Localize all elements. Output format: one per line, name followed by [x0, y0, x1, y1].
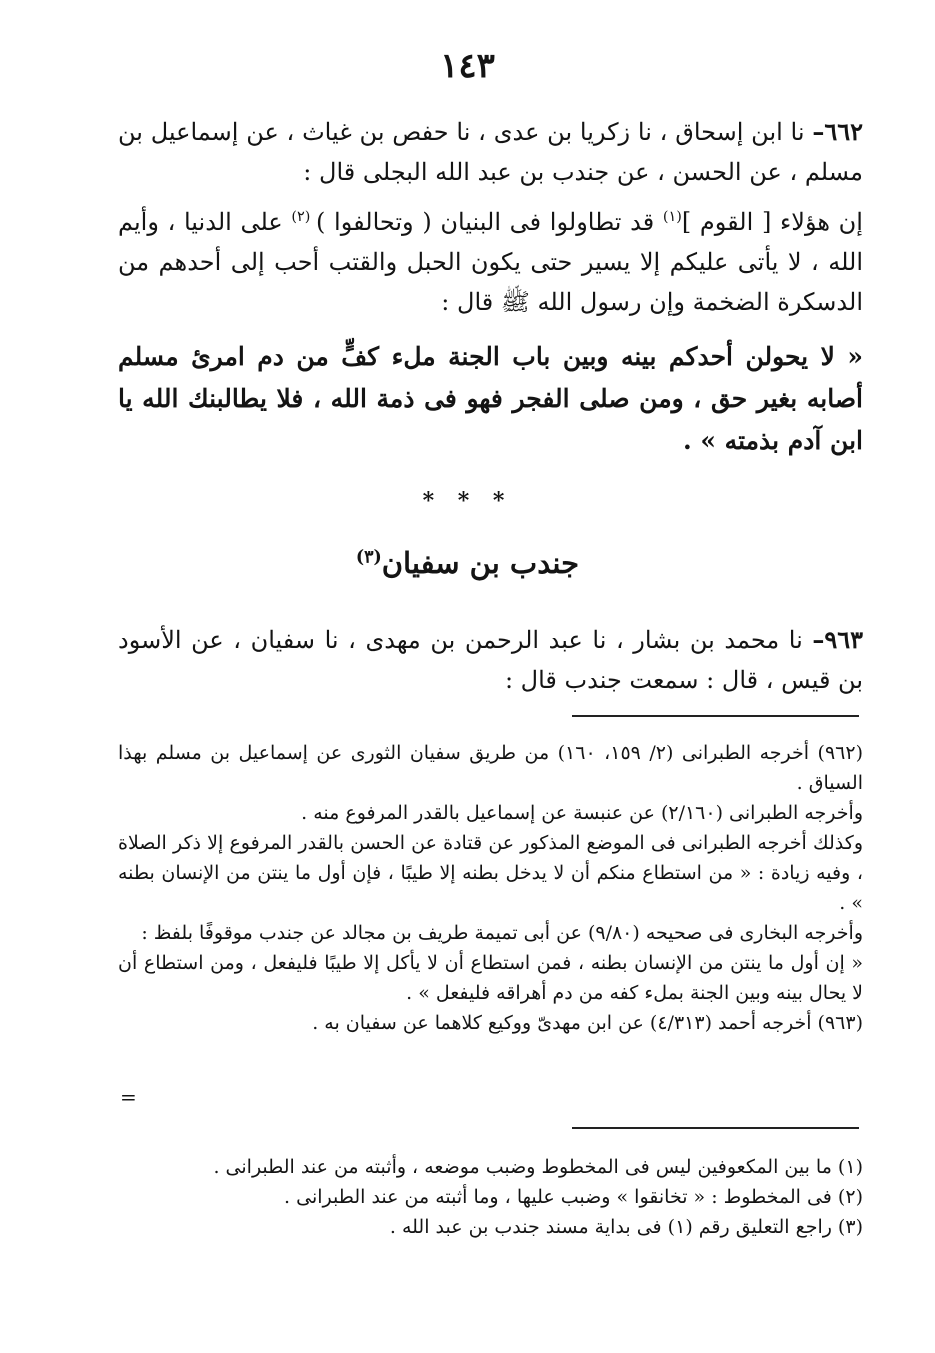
hadith-number: ٩٦٣–: [812, 625, 863, 654]
section-separator: * * *: [422, 488, 513, 514]
section-heading-title: جندب بن سفيان: [381, 546, 580, 580]
hadith-isnad-text: نا ابن إسحاق ، نا زكريا بن عدى ، نا حفص بن غياث ، عن إسماعيل بن مسلم ، عن الحسن ، عن جندب بن عبد الله البجلى قال :: [118, 118, 863, 186]
section-heading: [0, 546, 935, 580]
footnote-ref-1: (١): [662, 209, 682, 225]
hadith-662-narration: [118, 202, 863, 322]
takhrij-line: « إن أول ما ينتن من الإنسان بطنه ، فمن استطاع أن لا يأكل إلا طيبًا فليفعل ، ومن استطاع أن لا يحال بينه وبين الجنة بملء كفه من دم أهراقه فليفعل » .: [118, 952, 863, 1004]
narration-text-b: قد تطاولوا فى البنيان ( وتحالفوا ): [316, 208, 663, 236]
page-number: ١٤٣: [440, 46, 495, 86]
narration-text-c: على الدنيا ، وأيم الله ، لا يأتى عليكم إلا يسير حتى يكون الحبل والقتب أحب إلى أحدهم من الدسكرة الضخمة وإن رسول الله ﷺ قال :: [118, 208, 863, 316]
footnotes: [118, 1152, 863, 1242]
footnote-item: (٣) راجع التعليق رقم (١) فى بداية مسند جندب بن عبد الله .: [389, 1216, 863, 1238]
footnote-ref-3: (٣): [355, 547, 382, 568]
hadith-662-isnad: [118, 112, 863, 192]
narration-text-a: إن هؤلاء [ القوم ]: [681, 208, 863, 236]
hadith-662-quote: « لا يحولن أحدكم بينه وبين باب الجنة ملء كفٍّ من دم امرئ مسلم أصابه بغير حق ، ومن صلى الفجر فهو فى ذمة الله ، فلا يطالبنك الله يا ابن آدم بذمته » .: [118, 342, 863, 455]
footnote-item: (١) ما بين المكعوفين ليس فى المخطوط وضبب موضعه ، وأثبته من عند الطبرانى .: [213, 1156, 863, 1178]
takhrij-line: (٩٦٢) أخرجه الطبرانى (٢/ ١٥٩، ١٦٠) من طريق سفيان الثورى عن إسماعيل بن مسلم بهذا السياق .: [118, 742, 863, 794]
takhrij-line: (٩٦٣) أخرجه أحمد (٤/٣١٣) عن ابن مهدىّ ووكيع كلاهما عن سفيان به .: [312, 1012, 863, 1034]
takhrij-line: وأخرجه البخارى فى صحيحه (٩/٨٠) عن أبى تميمة طريف بن مجالد عن جندب موقوفًا بلفظ :: [141, 922, 863, 944]
footnote-item: (٢) فى المخطوط : « تخانقوا » وضبب عليها ، وما أثبته من عند الطبرانى .: [284, 1186, 863, 1208]
takhrij-notes: [118, 738, 863, 1038]
hadith-number: ٦٦٢–: [812, 117, 863, 146]
continuation-mark: =: [120, 1085, 137, 1109]
takhrij-line: وأخرجه الطبرانى (٢/١٦٠) عن عنبسة عن إسماعيل بالقدر المرفوع منه .: [301, 802, 863, 824]
takhrij-line: وكذلك أخرجه الطبرانى فى الموضع المذكور عن قتادة عن الحسن بالقدر المرفوع إلا ذكر الصلاة ، وفيه زيادة : « من استطاع منكم أن لا يدخل بطنه إلا طيبًا ، فإن أول ما ينتن من الإنسان بطنه » .: [118, 832, 863, 914]
hadith-663: [118, 620, 863, 700]
footnotes-divider: [572, 1127, 859, 1129]
footnote-ref-2: (٢): [291, 209, 317, 225]
takhrij-divider: [572, 715, 859, 717]
hadith-text: نا محمد بن بشار ، نا عبد الرحمن بن مهدى ، نا سفيان ، عن الأسود بن قيس ، قال : سمعت جندب قال :: [118, 626, 863, 694]
